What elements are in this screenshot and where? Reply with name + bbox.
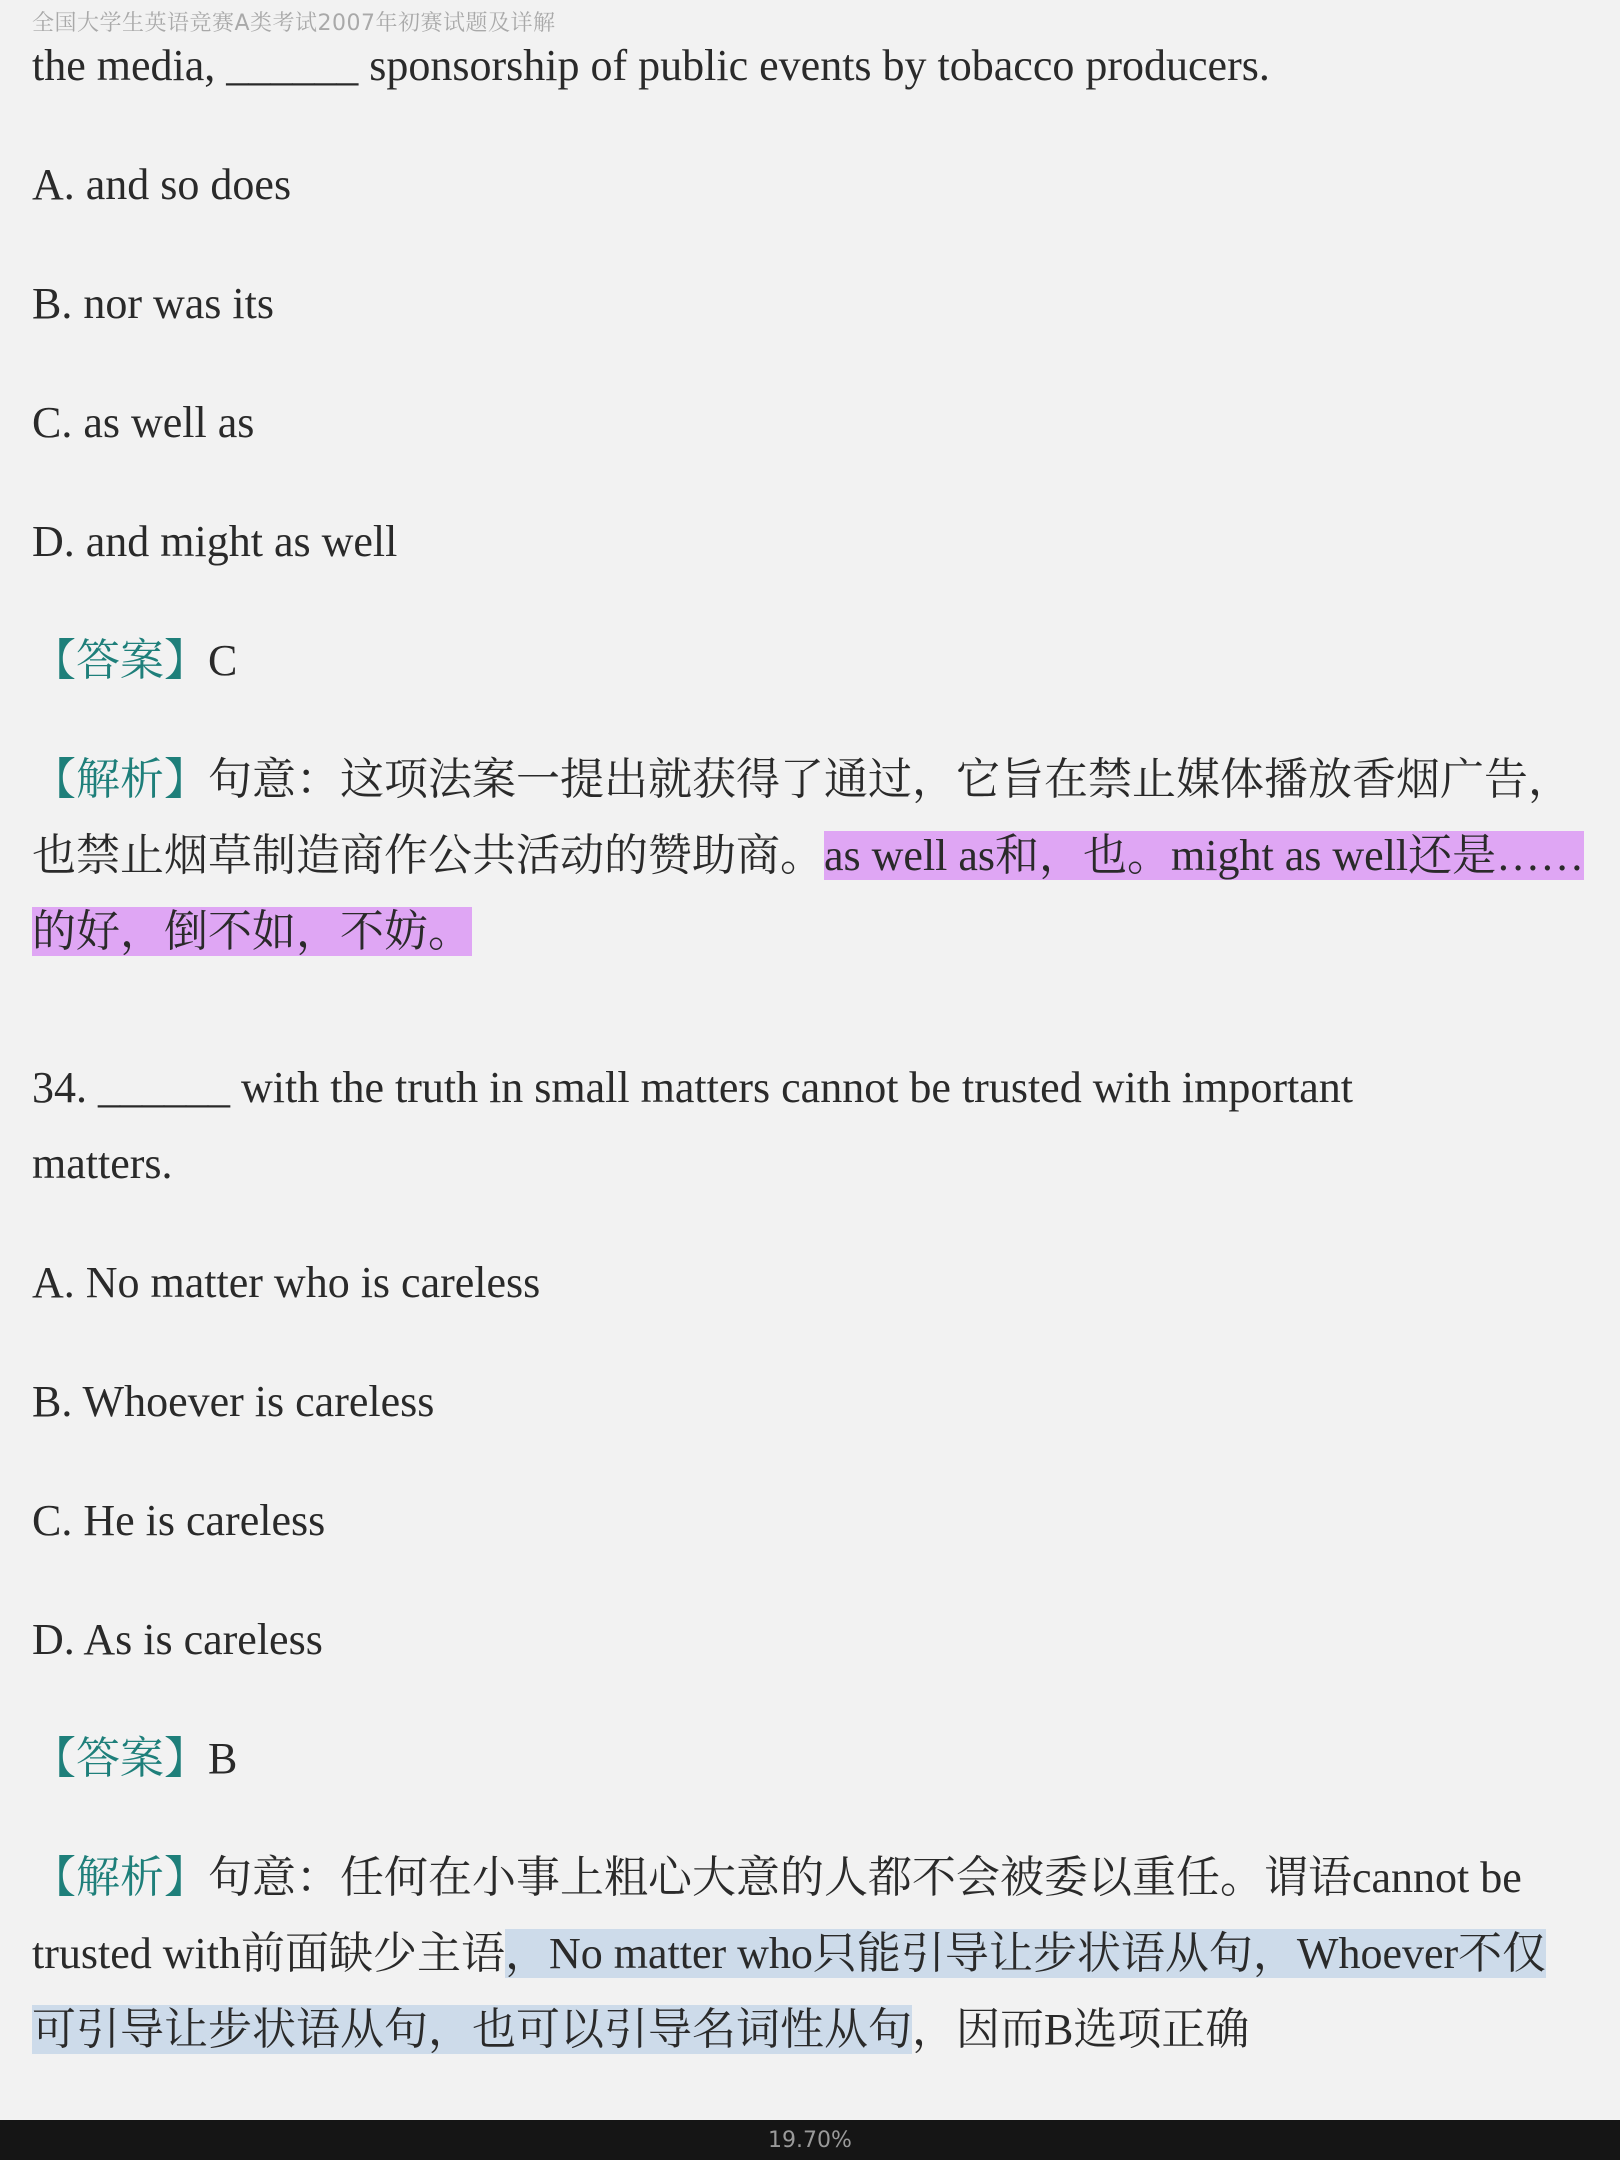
reading-progress-label: 19.70%	[768, 2127, 852, 2153]
question-34-answer	[32, 1721, 1592, 1797]
answer-value: B	[208, 1734, 238, 1783]
question-34-option-a: A. No matter who is careless	[32, 1258, 541, 1307]
analysis-tag: 【解析】	[32, 755, 208, 804]
analysis-text: 句意：这项法案一提出就获得了通过，它旨在禁止媒体播放香烟广告，也禁止烟草制造商作公共活动的赞助商。	[32, 755, 1572, 880]
answer-tag: 【答案】	[32, 636, 208, 685]
question-34-option-d: D. As is careless	[32, 1615, 323, 1664]
question-33-option-b: B. nor was its	[32, 279, 274, 328]
question-33-option-d: D. and might as well	[32, 517, 398, 566]
page-content	[32, 28, 1592, 2068]
question-33-answer	[32, 623, 1592, 699]
question-34-stem-line-2: matters.	[32, 1139, 173, 1188]
question-34-analysis	[32, 1840, 1588, 2068]
question-33-analysis	[32, 742, 1588, 970]
analysis-text: 句意：任何在小事上粗心大意的人都不会被委以重任。谓语cannot be trusted with前面缺少主语	[32, 1853, 1522, 1978]
reading-progress-bar	[0, 2120, 1620, 2160]
question-34-option-b: B. Whoever is careless	[32, 1377, 435, 1426]
question-34-stem-line-1: 34. ______ with the truth in small matters cannot be trusted with important	[32, 1063, 1354, 1112]
question-34-option-c: C. He is careless	[32, 1496, 326, 1545]
analysis-tag: 【解析】	[32, 1853, 208, 1902]
analysis-tail: ，因而B选项正确	[912, 2005, 1250, 2054]
analysis-highlight: as well as和，也。might as well还是……的好，倒不如，不妨。	[32, 831, 1585, 956]
question-33-option-a: A. and so does	[32, 160, 292, 209]
answer-tag: 【答案】	[32, 1734, 208, 1783]
question-33-option-c: C. as well as	[32, 398, 255, 447]
question-33-stem-tail: the media, ______ sponsorship of public events by tobacco producers.	[32, 41, 1270, 90]
analysis-highlight: ，No matter who只能引导让步状语从句，Whoever不仅可引导让步状语从句，也可以引导名词性从句	[32, 1929, 1547, 2054]
answer-value: C	[208, 636, 238, 685]
running-header-title: 全国大学生英语竞赛A类考试2007年初赛试题及详解	[32, 11, 556, 36]
